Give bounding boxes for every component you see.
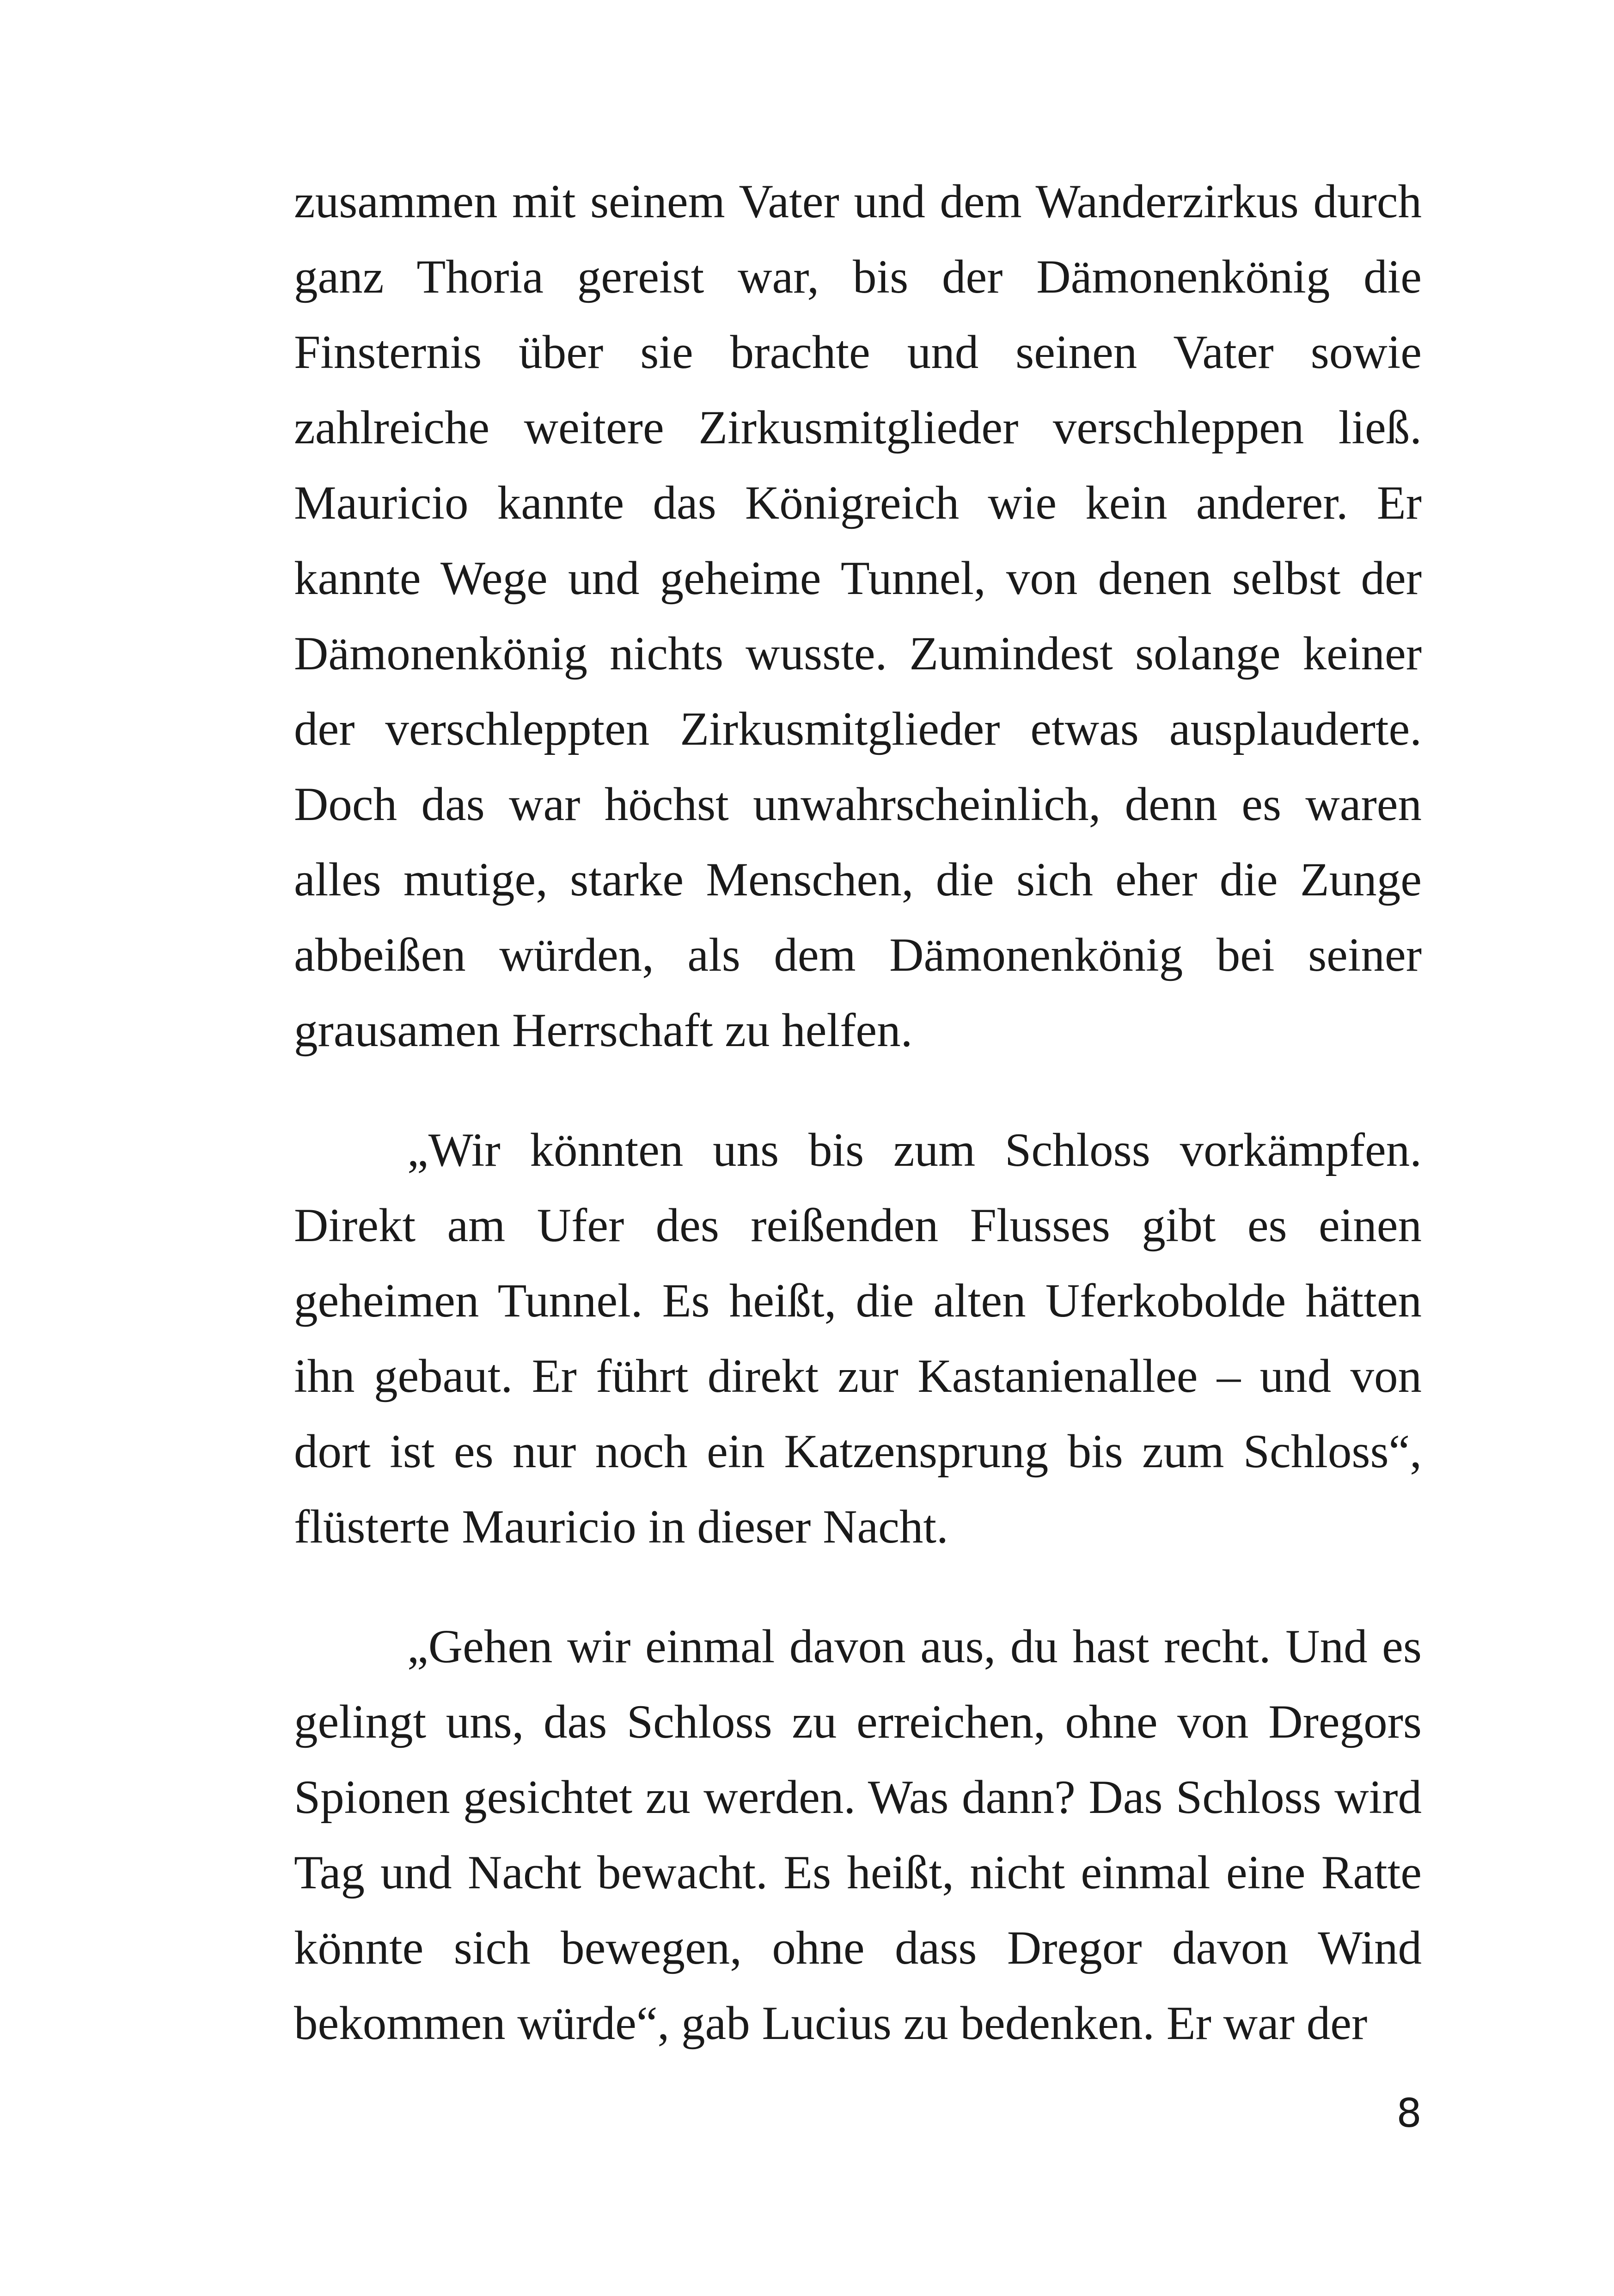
- paragraph-2: „Wir könnten uns bis zum Schloss vorkämpfen. Direkt am Ufer des reißenden Flusses gibt es einen geheimen Tunnel. Es heißt, die alten Uferkobolde hätten ihn gebaut. Er führt direkt zur Kastanienallee – und von dort ist es nur noch ein Katzensprung bis zum Schloss“, flüsterte Mauricio in dieser Nacht.: [294, 1124, 1422, 1553]
- body-text: [294, 164, 1422, 2061]
- page-number: 8: [1396, 2090, 1422, 2137]
- paragraph-1: zusammen mit seinem Vater und dem Wanderzirkus durch ganz Thoria gereist war, bis der Dämonenkönig die Finsternis über sie brachte und seinen Vater sowie zahlreiche weitere Zirkusmitglieder verschleppen ließ. Mauricio kannte das Königreich wie kein anderer. Er kannte Wege und geheime Tunnel, von denen selbst der Dämonenkönig nichts wusste. Zumindest solange keiner der verschleppten Zirkusmitglieder etwas ausplauderte. Doch das war höchst unwahrscheinlich, denn es waren alles mutige, starke Menschen, die sich eher die Zunge abbeißen würden, als dem Dämonenkönig bei seiner grausamen Herrschaft zu helfen.: [294, 175, 1422, 1057]
- paragraph-3: „Gehen wir einmal davon aus, du hast recht. Und es gelingt uns, das Schloss zu erreichen, ohne von Dregors Spionen gesichtet zu werden. Was dann? Das Schloss wird Tag und Nacht bewacht. Es heißt, nicht einmal eine Ratte könnte sich bewegen, ohne dass Dregor davon Wind bekommen würde“, gab Lucius zu bedenken. Er war der: [294, 1620, 1422, 2050]
